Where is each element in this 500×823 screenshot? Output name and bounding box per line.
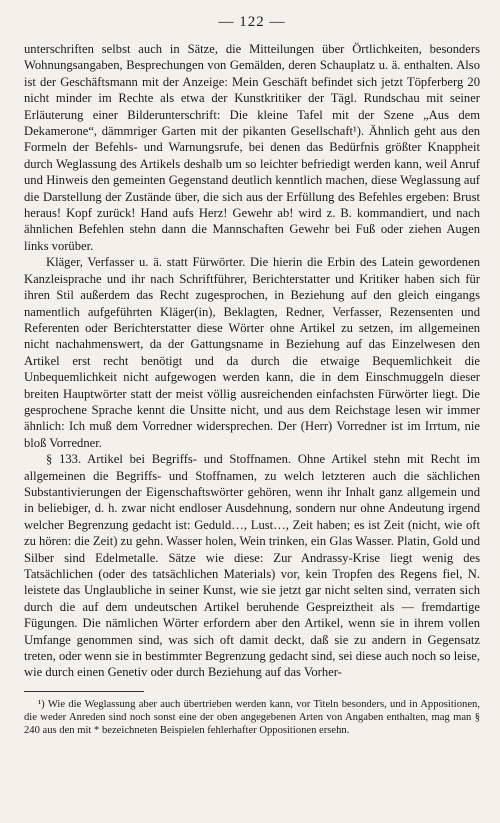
paragraph-3: § 133. Artikel bei Begriffs- und Stoffnamen. Ohne Artikel stehn mit Recht im allgemeinen die Begriffs- und Stoffnamen, zu welch letzteren auch die sächlichen Substantivierungen der Eigenschaftswörter gehören, wenn ihr Inhalt ganz allgemein und in beliebiger, d. h. zwar nicht endloser Ausdehnung, sondern nur ohne Andeutung irgend welcher Begrenzung gedacht ist: Geduld…, Lust…, Zeit haben; es ist Zeit (nicht, wie oft zu hören: die Zeit) zu gehn. Wasser holen, Wein trinken, ein Glas Wasser. Platin, Gold und Silber sind Edelmetalle. Sätze wie diese: Zur Andrassy-Krise liegt wenig des Tatsächlichen (oder des tatsächlichen Materials) vor, kein Tropfen des Regens fiel, N. leistete das Unglaubliche in seiner Kunst, wie sie jetzt gar nicht selten sind, verraten sich durch die auf dem undeutschen Artikel beruhende Gespreiztheit als — fremdartige Fügungen. Die nämlichen Wörter erfordern aber den Artikel, wenn sie in ihrem vollen Umfange genommen sind, was sich oft damit deckt, daß sie zu andern in Gegensatz treten, oder wenn sie in bestimmter Begrenzung gedacht sind, sei diese auch noch so leise, wie durch einen Genetiv oder durch Beziehung auf das Vorher- [24,452,480,680]
page-number: — 122 — [218,14,286,30]
paragraph-1: unterschriften selbst auch in Sätze, die Mitteilungen über Örtlichkeiten, besonders Wohnungsangaben, Besprechungen von Gemälden, deren Schauplatz u. ä. enthalten. Also ist der Geschäftsmann mit der Anzeige: Mein Geschäft befindet sich jetzt Töpferberg 20 nicht minder im Rechte als etwa der Kunstkritiker der Tägl. Rundschau mit seiner Erläuterung einer Bilderunterschrift: Die kleine Tafel mit der Szene „Aus dem Dekamerone“, dämmriger Garten mit der pikanten Gesellschaft¹). Ähnlich geht aus den Formeln der Befehls- und Warnungsrufe, bei denen das Bedürfnis größter Knappheit durch Weglassung des Artikels deshalb um so leichter befriedigt werden kann, weil Anruf und Hinweis den gemeinten Gegenstand deutlich kenntlich machen, diese Weglassung auf die Darstellung der Zustände über, die sich aus der Erfüllung des Befehles ergeben: Brust heraus! Kopf zurück! Hand aufs Herz! Gewehr ab! wird z. B. kommandiert, und nach ähnlichen Befehlen stehn dann die Mannschaften Gewehr bei Fuß oder ziehen Augen links vorüber. [24,42,480,253]
footnote-divider [24,691,144,692]
footnote: ¹) Wie die Weglassung aber auch übertrieben werden kann, vor Titeln besonders, und in Appositionen, die weder Anreden sind noch sonst eine der oben angegebenen Arten von Angaben enthalten, mag man § 240 aus den mit * bezeichneten Beispielen fehlerhafter Oppositionen ersehn. [24,698,480,736]
paragraph-2: Kläger, Verfasser u. ä. statt Fürwörter. Die hierin die Erbin des Latein gewordenen Kanzleisprache und ihr nach Schriftführer, Berichterstatter und Kritiker haben sich für ihren Stil außerdem das Recht zugesprochen, in Beziehung auf den gleich eingangs namentlich aufgeführten Kläger(in), Beklagten, Redner, Verfasser, Rezensenten und Referenten oder Berichterstatter diese Wörter ohne Artikel zu setzen, im allgemeinen nicht nachahmenswert, da der Gattungsname in Beziehung auf das Einzelwesen den Artikel erst recht benötigt und da durch die etwaige Bequemlichkeit die Unbequemlichkeit nicht aufgewogen werden kann, die in dem Einschmuggeln dieser breiten Hauptwörter statt der meist völlig ausreichenden einfachsten Fürwörter liegt. Die gesprochene Sprache kennt die Unsitte nicht, und aus dem Reichstage lesen wir immer ähnlich: Ich muß dem Vorredner widersprechen. Der (Herr) Vorredner ist im Irrtum, nie bloß Vorredner. [24,255,480,450]
body-text [24,41,480,681]
